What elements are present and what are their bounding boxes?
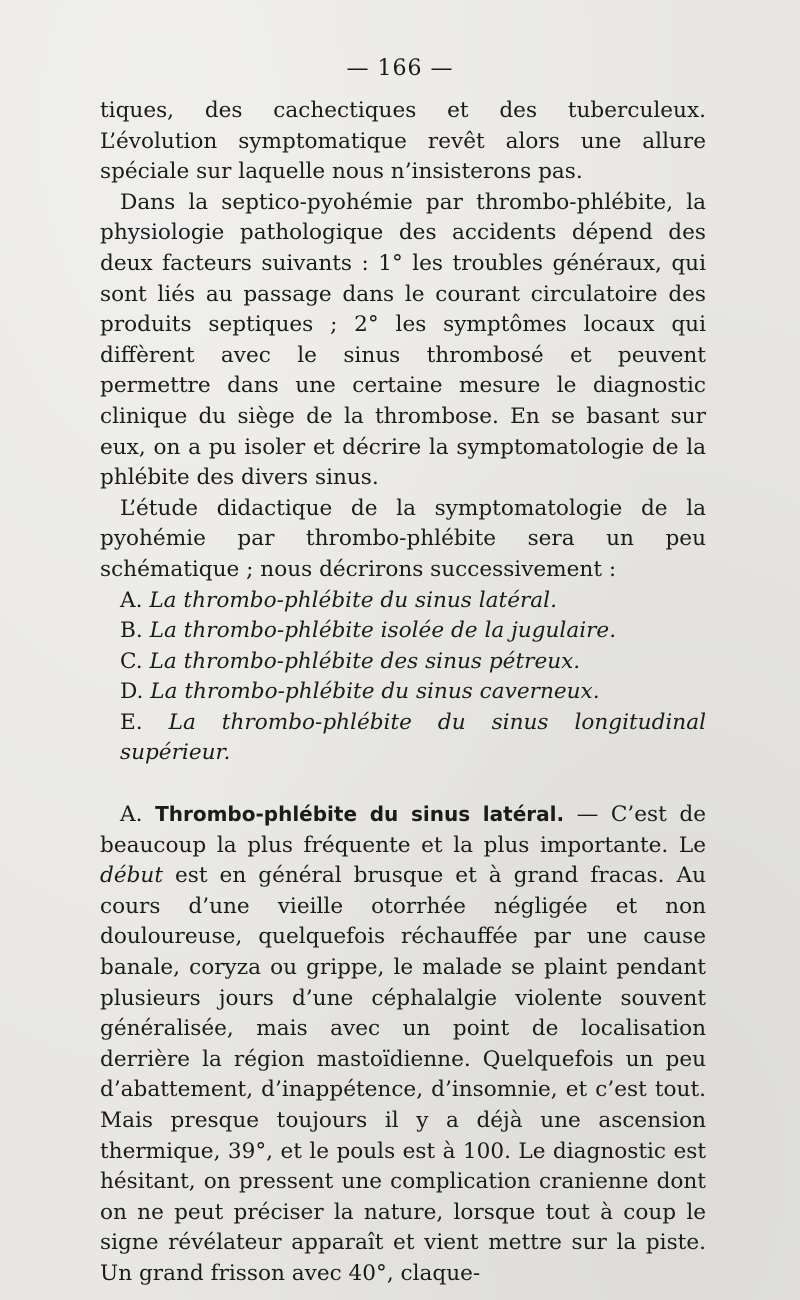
list-title: La thrombo-phlébite isolée de la jugulaire. (149, 618, 617, 644)
list-item (100, 708, 706, 769)
list-letter: B. (120, 618, 143, 644)
list-title: La thrombo-phlébite des sinus pétreux. (149, 648, 581, 674)
list-title: La thrombo-phlébite du sinus latéral. (149, 587, 557, 613)
section-letter: A. (120, 802, 143, 828)
section-text-rest: est en général brusque et à grand fracas. Au cours d’une vieille otorrhée négligée et non douloureuse, quelquefois réchauffée par une cause banale, coryza ou grippe, le malade se plaint pendant plusieurs jours d’une céphalalgie violente souvent généralisée, mais avec un point de localisation derrière la région mastoïdienne. Quelquefois un peu d’abattement, d’inappétence, d’insomnie, et c’est tout. Mais presque toujours il y a déjà une ascension thermique, 39°, et le pouls est à 100. Le diagnostic est hésitant, on pressent une complication cranienne dont on ne peut préciser la nature, lorsque tout à coup le signe révélateur apparaît et vient mettre sur la piste. Un grand frisson avec 40°, claque- (100, 863, 706, 1286)
page-number: — 166 — (346, 56, 454, 81)
section-paragraph (100, 799, 706, 1290)
section-gap (100, 769, 706, 799)
list-letter: C. (120, 648, 143, 674)
list-item (100, 586, 706, 617)
list-item (100, 647, 706, 678)
list-letter: A. (120, 587, 143, 613)
list-title: La thrombo-phlébite du sinus longitudinal supérieur. (120, 709, 706, 766)
list-letter: E. (120, 709, 143, 735)
paragraph-3: L’étude didactique de la symptomatologie de la pyohémie par thrombo-phlébite sera un peu schématique ; nous décrirons successivement : (100, 495, 706, 582)
list-item (100, 616, 706, 647)
list-letter: D. (120, 679, 144, 705)
list-title: La thrombo-phlébite du sinus caverneux. (150, 679, 600, 705)
paragraph-1: tiques, des cachectiques et des tuberculeux. L’évolution symptomatique revêt alors une allure spéciale sur laquelle nous n’insisterons pas. (100, 98, 706, 185)
list-item (100, 677, 706, 708)
section-text-start: — C’est de beaucoup la plus fréquente et la plus importante. Le (100, 802, 707, 858)
section-heading: Thrombo-phlébite du sinus latéral. (155, 802, 565, 827)
body-text (100, 96, 706, 1290)
sinus-list (100, 586, 706, 770)
paragraph-2: Dans la septico-pyohémie par thrombo-phlébite, la physiologie pathologique des accidents dépend des deux facteurs suivants : 1° les troubles généraux, qui sont liés au passage dans le courant circulatoire des produits septiques ; 2° les symptômes locaux qui diffèrent avec le sinus thrombosé et peuvent permettre dans une certaine mesure le diagnostic clinique du siège de la thrombose. En se basant sur eux, on a pu isoler et décrire la symptomatologie de la phlébite des divers sinus. (100, 189, 706, 491)
section-emphasis: début (100, 863, 164, 889)
